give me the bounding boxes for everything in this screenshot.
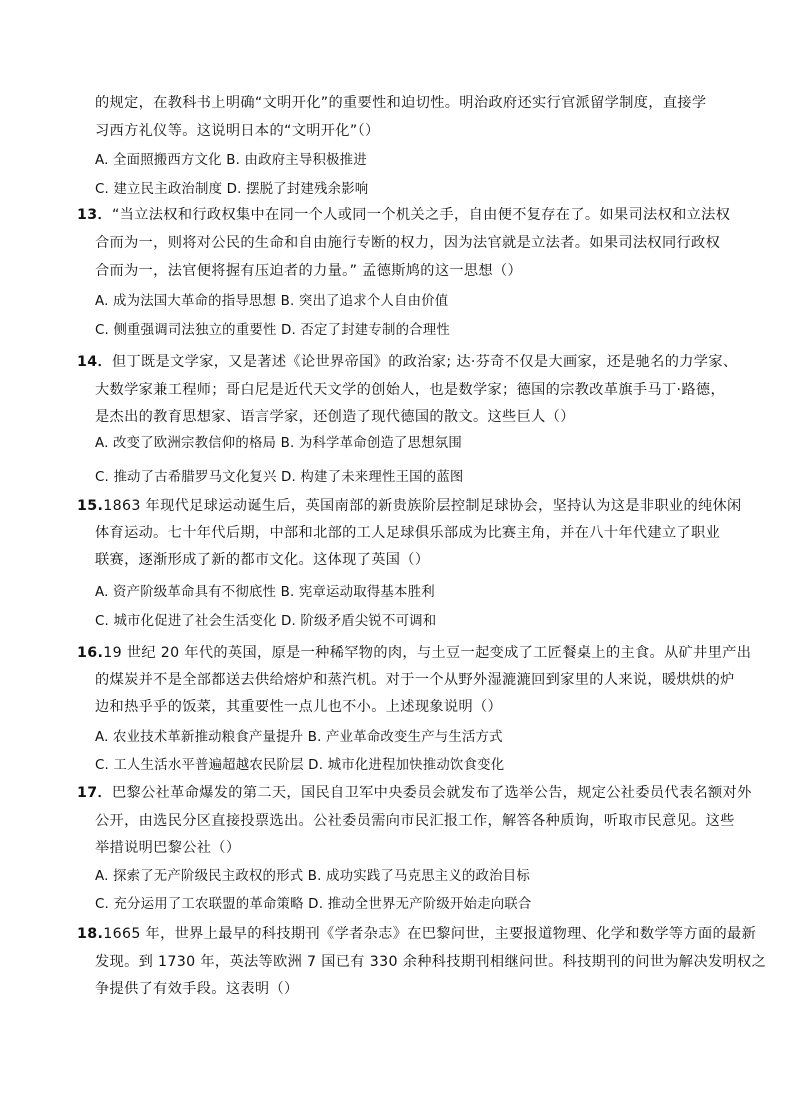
q15-options-cd: C. 城市化促进了社会生活变化 D. 阶级矛盾尖锐不可调和 bbox=[95, 614, 437, 629]
q15-stem-line-3: 联赛，逐渐形成了新的都市文化。这体现了英国（） bbox=[95, 552, 430, 568]
q16-stem-line-1: 16.19 世纪 20 年代的英国，原是一种稀罕物的肉，与土豆一起变成了工匠餐桌上的主食。从矿井里产出 bbox=[77, 645, 752, 661]
q16-options-ab: A. 农业技术革新推动粮食产量提升 B. 产业革命改变生产与生活方式 bbox=[95, 730, 503, 745]
q12-options-cd: C. 建立民主政治制度 D. 摆脱了封建残余影响 bbox=[95, 182, 369, 197]
q14-stem-line-2: 大数学家兼工程师；哥白尼是近代天文学的创始人，也是数学家；德国的宗教改革旗手马丁·路德， bbox=[95, 382, 725, 398]
q14-options-cd: C. 推动了古希腊罗马文化复兴 D. 构建了未来理性王国的蓝图 bbox=[95, 470, 464, 485]
q18-number: 18. bbox=[77, 926, 104, 942]
q16-stem-line-2: 的煤炭并不是全部都送去供给熔炉和蒸汽机。对于一个从野外湿漉漉回到家里的人来说，暖烘烘的炉 bbox=[95, 672, 735, 688]
q15-options-ab: A. 资产阶级革命具有不彻底性 B. 宪章运动取得基本胜利 bbox=[95, 585, 435, 600]
q12-options-ab: A. 全面照搬西方文化 B. 由政府主导积极推进 bbox=[95, 153, 367, 168]
q16-stem-line-3: 边和热乎乎的饭菜，其重要性一点儿也不小。上述现象说明（） bbox=[95, 699, 503, 715]
q17-stem-line-3: 举措说明巴黎公社（） bbox=[95, 840, 241, 856]
q15-number: 15. bbox=[77, 498, 104, 514]
q17-stem-line-2: 公开，由选民分区直接投票选出。公社委员需向市民汇报工作，解答各种质询，听取市民意见。这些 bbox=[95, 813, 735, 829]
q13-stem-line-2: 合而为一，则将对公民的生命和自由施行专断的权力，因为法官就是立法者。如果司法权同行政权 bbox=[95, 235, 721, 251]
q12-stem-line-2: 的规定，在教科书上明确“文明开化”的重要性和迫切性。明治政府还实行官派留学制度，直接学 bbox=[95, 95, 707, 111]
q13-stem-line-3: 合而为一，法官便将握有压迫者的力量。” 孟德斯鸠的这一思想（） bbox=[95, 263, 523, 279]
q13-options-cd: C. 侧重强调司法独立的重要性 D. 否定了封建专制的合理性 bbox=[95, 323, 450, 338]
q18-stem-line-3: 争提供了有效手段。这表明（） bbox=[95, 981, 299, 997]
q15-stem-line-2: 体育运动。七十年代后期，中部和北部的工人足球俱乐部成为比赛主角，并在八十年代建立了职业 bbox=[95, 525, 721, 541]
q15-stem-line-1: 15.1863 年现代足球运动诞生后，英国南部的新贵族阶层控制足球协会，坚持认为这是非职业的纯休闲 bbox=[77, 498, 742, 514]
q18-stem-line-2: 发现。到 1730 年，英法等欧洲 7 国已有 330 余种科技期刊相继问世。科技期刊的问世为解决发明权之 bbox=[95, 954, 767, 970]
q12-stem-line-3: 习西方礼仪等。这说明日本的“文明开化”（） bbox=[95, 123, 380, 139]
q13-options-ab: A. 成为法国大革命的指导思想 B. 突出了追求个人自由价值 bbox=[95, 294, 449, 309]
q14-options-ab: A. 改变了欧洲宗教信仰的格局 B. 为科学革命创造了思想氛围 bbox=[95, 436, 462, 451]
q16-options-cd: C. 工人生活水平普遍超越农民阶层 D. 城市化进程加快推动饮食变化 bbox=[95, 758, 505, 773]
q17-options-ab: A. 探索了无产阶级民主政权的形式 B. 成功实践了马克思主义的政治目标 bbox=[95, 869, 530, 884]
q14-number: 14． bbox=[77, 354, 112, 370]
q13-number: 13． bbox=[77, 207, 112, 223]
q14-stem-line-3: 是杰出的教育思想家、语言学家，还创造了现代德国的散文。这些巨人（） bbox=[95, 409, 575, 425]
q17-options-cd: C. 充分运用了工农联盟的革命策略 D. 推动全世界无产阶级开始走向联合 bbox=[95, 897, 532, 912]
q17-stem-line-1: 17．巴黎公社革命爆发的第二天，国民自卫军中央委员会就发布了选举公告，规定公社委员代表名额对外 bbox=[77, 785, 752, 801]
q14-stem-line-1: 14．但丁既是文学家，又是著述《论世界帝国》的政治家; 达·芬奇不仅是大画家，还是驰名的力学家、 bbox=[77, 354, 738, 370]
q18-stem-line-1: 18.1665 年，世界上最早的科技期刊《学者杂志》在巴黎问世，主要报道物理、化学和数学等方面的最新 bbox=[77, 926, 757, 942]
q17-number: 17． bbox=[77, 785, 112, 801]
q13-stem-line-1: 13．“当立法权和行政权集中在同一个人或同一个机关之手，自由便不复存在了。如果司法权和立法权 bbox=[77, 207, 731, 223]
q16-number: 16. bbox=[77, 645, 104, 661]
